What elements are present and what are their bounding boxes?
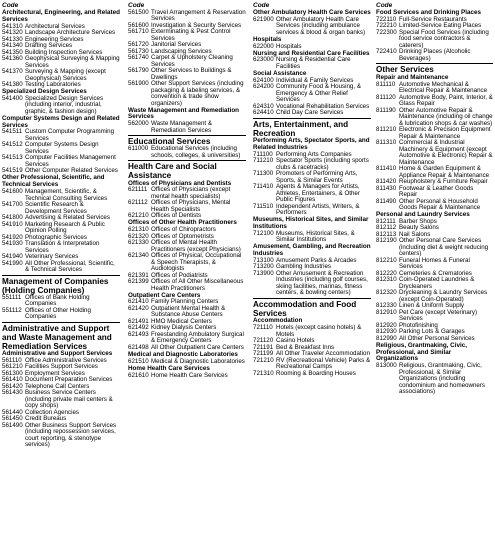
industry-name: Engineering Services (25, 35, 84, 43)
industry-name: All Other Personal Services (399, 334, 475, 342)
naics-code: 624200 (253, 83, 274, 91)
naics-code: 721310 (253, 369, 274, 377)
subsector-heading: Specialized Design Services (2, 88, 87, 96)
subsector-heading: Nursing and Residential Care Facilities (253, 49, 370, 57)
naics-code: 812220 (376, 269, 397, 277)
industry-name: Linen & Uniform Supply (399, 302, 465, 310)
industry-name: Spectator Sports (including sports clubs & racetracks) (276, 157, 369, 171)
industry-name: Casino Hotels (276, 337, 315, 345)
naics-code: 541512 (2, 141, 23, 149)
naics-code: 721120 (253, 337, 274, 345)
industry-name: Footwear & Leather Goods Repair (399, 184, 474, 199)
industry-name: Offices of Bank Holding Companies (25, 293, 90, 308)
sector-heading: Accommodation and Food Services (253, 298, 371, 318)
subsector-heading: Waste Management and Remediation Services (128, 106, 240, 121)
code-entry (376, 363, 493, 396)
naics-code: 713100 (253, 256, 274, 264)
code-entry (2, 308, 120, 321)
industry-name: Computer Facilities Management Services (25, 154, 116, 168)
code-entry (376, 140, 493, 166)
industry-name: Translation & Interpretation Services (25, 240, 100, 254)
naics-code: 711510 (253, 202, 274, 210)
code-entry (253, 371, 371, 378)
naics-code: 811110 (376, 80, 396, 88)
subsector-heading: Food Services and Drinking Places (376, 9, 481, 16)
industry-name: Commercial & Industrial Machinery & Equipment (except Automotive & Electronic) Repair & Maintenance (399, 139, 493, 166)
naics-code: 541600 (2, 188, 23, 196)
naics-code: 561110 (2, 356, 22, 364)
industry-name: Home & Garden Equipment & Appliance Repair & Maintenance (399, 165, 490, 179)
naics-code: 811120 (376, 93, 396, 101)
naics-code: 811490 (376, 197, 397, 205)
naics-code: 621210 (128, 212, 149, 220)
code-entry (376, 108, 493, 128)
naics-code: 611000 (128, 145, 149, 153)
naics-code: 561420 (2, 382, 23, 390)
industry-name: RV (Recreational Vehicle) Parks & Recreational Camps (276, 356, 371, 371)
column-3 (253, 2, 371, 539)
naics-code: 621492 (128, 324, 149, 332)
naics-code: 711210 (253, 157, 274, 165)
code-entry (2, 222, 120, 235)
subsector-heading: Other Professional, Scientific, and Technical Services (2, 174, 105, 189)
industry-name: Landscape Architecture Services (25, 29, 116, 37)
subsector-heading: Other Ambulatory Health Care Services (253, 9, 371, 16)
industry-name: Gambling Industries (276, 263, 332, 271)
industry-name: Collection Agencies (25, 408, 80, 416)
column-4 (376, 2, 493, 539)
industry-name: Reupholstery & Furniture Repair (399, 178, 488, 186)
code-entry (2, 390, 120, 410)
naics-code: 541519 (2, 167, 23, 175)
naics-code: 713200 (253, 263, 274, 271)
industry-name: Employment Services (25, 369, 85, 377)
naics-code: 812113 (376, 230, 397, 238)
industry-name: Home Health Care Services (151, 371, 228, 379)
naics-code: 621491 (128, 317, 149, 325)
subsector-heading: Social Assistance (253, 69, 307, 77)
industry-name: Computer Systems Design Services (25, 141, 99, 155)
naics-code: 561450 (2, 415, 23, 423)
industry-name: All Other Outpatient Care Centers (151, 343, 244, 351)
industry-name: Offices of Chiropractors (151, 226, 216, 234)
naics-code: 561740 (128, 54, 149, 61)
naics-code: 541380 (2, 81, 23, 89)
industry-name: Hotels (except casino hotels) & Motels (276, 324, 362, 338)
naics-code: 622000 (253, 42, 274, 50)
naics-code: 812920 (376, 321, 397, 329)
naics-code: 541700 (2, 201, 23, 209)
code-entry (253, 84, 371, 104)
code-entry (253, 204, 371, 217)
industry-name: Testing Laboratories (25, 81, 81, 89)
naics-code: 811420 (376, 178, 397, 186)
code-entry (376, 186, 493, 199)
naics-code: 812330 (376, 302, 397, 310)
column-1 (2, 2, 120, 539)
naics-code: 541310 (2, 22, 23, 30)
subsector-heading: Amusement, Gambling, and Recreation Industries (253, 243, 371, 258)
naics-code: 541920 (2, 233, 23, 241)
naics-code: 541340 (2, 42, 23, 50)
naics-code: 812111 (376, 217, 396, 225)
industry-name: Religious, Grantmaking, Civic, Professional, & Similar Organizations (including condominium and homeowners associations) (399, 362, 485, 396)
industry-name: Offices of Optometrists (151, 232, 214, 240)
naics-code: 712100 (253, 229, 274, 237)
code-entry (376, 199, 493, 212)
naics-code: 812310 (376, 276, 397, 284)
sector-heading: Management of Companies (Holding Companies) (2, 275, 120, 295)
naics-code: 541990 (2, 259, 23, 267)
industry-name: Management, Scientific, & Technical Consulting Services (25, 188, 108, 202)
naics-code: 811210 (376, 126, 397, 134)
code-entry (253, 57, 371, 70)
industry-name: Family Planning Centers (151, 298, 219, 306)
code-entry (128, 10, 246, 23)
industry-name: Custom Computer Programming Services (25, 128, 115, 142)
naics-code: 541940 (2, 253, 23, 261)
naics-code: 561300 (2, 369, 23, 377)
industry-name: Advertising & Related Services (25, 214, 110, 222)
sector-heading: Other Services (376, 63, 493, 74)
industry-name: Agents & Managers for Artists, Athletes, Entertainers, & Other Public Figures (276, 183, 360, 204)
industry-name: Promoters of Performing Arts, Sports, & Similar Events (276, 170, 358, 184)
subsector-heading: Medical and Diagnostic Laboratories (128, 350, 238, 358)
subsector-heading: Computer Systems Design and Related Services (2, 114, 120, 129)
industry-name: Offices of Podiatrists (151, 271, 208, 279)
subsector-heading: Home Health Care Services (128, 364, 210, 372)
sector-heading: Educational Services (128, 135, 246, 146)
industry-name: Carpet & Upholstery Cleaning Services (151, 54, 233, 68)
naics-code: 624100 (253, 76, 274, 84)
industry-name: Telephone Call Centers (25, 382, 90, 390)
code-entry (253, 231, 371, 244)
naics-code: 541350 (2, 48, 23, 56)
code-entry (376, 258, 493, 271)
naics-code: 621510 (128, 357, 149, 365)
subsector-heading: Outpatient Care Centers (128, 291, 201, 299)
subsector-heading: Repair and Maintenance (376, 73, 449, 81)
industry-name: Other Automotive Repair & Maintenance (including oil change & lubrication shops & car washes) (399, 106, 493, 127)
naics-code: 561600 (128, 21, 149, 29)
industry-name: Other Ambulatory Health Care Services (including ambulance services & blood & organ banks) (276, 15, 366, 36)
naics-code: 721191 (253, 343, 274, 351)
naics-code: 621498 (128, 343, 149, 351)
industry-name: Funeral Homes & Funeral Services (399, 256, 470, 271)
industry-name: Full-Service Restaurants (399, 15, 467, 23)
industry-name: Special Food Services (including food service contractors & caterers) (399, 28, 489, 49)
naics-code: 562000 (128, 120, 149, 128)
industry-name: Other Support Services (including packaging & labeling services, & convention & trade show organizers) (151, 80, 244, 107)
industry-name: Offices of Other Holding Companies (25, 306, 91, 321)
subsector-heading: Hospitals (253, 35, 282, 43)
naics-code: 561490 (2, 421, 23, 429)
naics-code: 812210 (376, 256, 397, 264)
naics-code: 721110 (253, 324, 273, 332)
industry-name: Parking Lots & Garages (399, 328, 465, 336)
naics-code: 541400 (2, 94, 23, 102)
industry-name: Pet Care (except Veterinary) Services (399, 308, 478, 323)
subsector-heading: Offices of Other Health Practitioners (128, 219, 237, 227)
industry-name: Specialized Design Services (including interior, industrial, graphic, & fashion design) (25, 94, 104, 115)
naics-code: 624410 (253, 109, 274, 117)
naics-code: 812990 (376, 334, 397, 342)
industry-name: Museums, Historical Sites, & Similar Institutions (276, 229, 355, 244)
industry-name: Photofinishing (399, 321, 438, 329)
naics-code: 722410 (376, 48, 397, 56)
sector-heading: Arts, Entertainment, and Recreation (253, 118, 371, 138)
naics-code: 621610 (128, 371, 149, 379)
industry-name: Limited-Service Eating Places (399, 22, 482, 30)
naics-code: 812910 (376, 308, 397, 316)
industry-name: Nursing & Residential Care Facilities (276, 56, 351, 70)
subsector-heading: Architectural, Engineering, and Related Services (2, 9, 120, 23)
industry-name: Scientific Research & Development Services (25, 201, 87, 215)
subsector-heading: Performing Arts, Spectator Sports, and Related Industries (253, 137, 370, 151)
industry-name: Architectural Services (25, 22, 85, 30)
naics-code: 811430 (376, 184, 397, 192)
industry-name: Other Personal & Household Goods Repair & Maintenance (399, 197, 481, 212)
naics-code: 621320 (128, 232, 149, 240)
code-entry (253, 17, 371, 37)
industry-name: Document Preparation Services (25, 376, 113, 384)
naics-code: 721199 (253, 350, 274, 358)
industry-name: Drinking Places (Alcoholic Beverages) (399, 48, 471, 62)
code-column-header: Code (128, 2, 145, 9)
industry-name: Vocational Rehabilitation Services (276, 102, 370, 110)
industry-name: Community Food & Housing, & Emergency & Other Relief Services (276, 83, 361, 104)
industry-name: Offices of Dentists (151, 212, 202, 220)
naics-code: 561710 (128, 28, 149, 35)
industry-name: Rooming & Boarding Houses (276, 369, 356, 377)
industry-name: Freestanding Ambulatory Surgical & Emergency Centers (151, 330, 244, 345)
industry-name: Independent Artists, Writers, & Performers (276, 202, 360, 217)
industry-name: Child Day Care Services (276, 109, 344, 117)
industry-name: Barber Shops (399, 217, 437, 225)
industry-name: Investigation & Security Services (151, 21, 242, 29)
industry-name: Building Inspection Services (25, 48, 103, 56)
code-entry (376, 95, 493, 108)
naics-code: 621900 (253, 15, 274, 23)
industry-name: Offices of Physicians, Mental Health Specialists (151, 199, 231, 213)
industry-name: Janitorial Services (151, 41, 202, 48)
naics-code: 711410 (253, 183, 274, 191)
code-entry (128, 81, 246, 107)
code-entry (128, 121, 246, 134)
sector-heading: Administrative and Support and Waste Management and Remediation Services (2, 322, 120, 351)
naics-code: 541370 (2, 68, 23, 76)
industry-name: Other Business Support Services (including repossession services, court reporting, & stenotype services) (25, 421, 117, 449)
naics-code: 811310 (376, 139, 397, 147)
industry-name: Other Amusement & Recreation Industries (including golf courses, skiing facilities, marinas, fitness centers, & bowling centers) (276, 269, 368, 297)
industry-name: Geophysical Surveying & Mapping Services (25, 55, 120, 69)
naics-code: 711100 (253, 150, 273, 158)
subsector-heading: Accommodation (253, 317, 303, 325)
code-column-header: Code (376, 2, 393, 9)
code-entry (376, 49, 493, 62)
code-entry (2, 295, 120, 308)
industry-name: Educational Services (including schools, colleges, & universities) (151, 145, 241, 159)
code-entry (253, 110, 371, 117)
subsector-heading: Offices of Physicians and Dentists (128, 179, 232, 187)
code-column-header: Code (253, 2, 270, 9)
naics-code: 561440 (2, 408, 23, 416)
naics-code: 551111 (2, 293, 22, 301)
industry-name: Individual & Family Services (276, 76, 354, 84)
naics-code: 621111 (128, 186, 148, 194)
code-entry (2, 261, 120, 274)
industry-name: Landscaping Services (151, 47, 212, 55)
naics-code: 541511 (2, 128, 23, 136)
code-entry (253, 271, 371, 297)
industry-name: All Other Traveler Accommodation (276, 350, 370, 358)
sector-heading: Health Care and Social Assistance (128, 160, 246, 180)
industry-name: Hospitals (276, 42, 302, 50)
industry-name: Outpatient Mental Health & Substance Abuse Centers (151, 304, 226, 319)
industry-name: Nail Salons (399, 230, 431, 238)
industry-name: Photographic Services (25, 233, 87, 241)
naics-code: 811410 (376, 165, 397, 173)
naics-code: 623000 (253, 56, 274, 64)
code-entry (128, 279, 246, 292)
industry-name: Other Personal Care Services (including diet & weight reducing centers) (399, 237, 489, 258)
industry-name: Automotive Mechanical & Electrical Repair & Maintenance (399, 80, 488, 95)
naics-code: 713900 (253, 269, 274, 277)
naics-code: 621310 (128, 226, 149, 234)
industry-name: Bed & Breakfast Inns (276, 343, 335, 351)
naics-code: 541930 (2, 240, 23, 248)
industry-name: Drycleaning & Laundry Services (except Coin-Operated) (399, 289, 488, 303)
industry-name: Offices of Physical, Occupational & Speech Therapists, & Audiologists (151, 252, 242, 273)
subsector-heading: Personal and Laundry Services (376, 211, 470, 219)
naics-code: 561900 (128, 80, 149, 87)
industry-name: Medical & Diagnostic Laboratories (151, 357, 245, 365)
column-2 (128, 2, 246, 539)
industry-name: Offices of Physicians (except mental health specialists) (151, 186, 231, 200)
naics-code: 811190 (376, 106, 396, 114)
code-entry (376, 82, 493, 95)
naics-code: 561410 (2, 376, 23, 384)
naics-code: 541800 (2, 214, 23, 222)
naics-code: 722300 (376, 28, 397, 36)
naics-code: 721210 (253, 356, 274, 364)
industry-name: Travel Arrangement & Reservation Services (151, 8, 246, 22)
naics-code: 812190 (376, 237, 397, 245)
naics-code: 812320 (376, 289, 397, 297)
naics-code: 561430 (2, 389, 23, 397)
code-entry (128, 373, 246, 380)
industry-name: Coin-Operated Laundries & Drycleaners (399, 276, 475, 290)
naics-code: 621410 (128, 298, 149, 306)
subsector-heading: Religious, Grantmaking, Civic, Professional, and Similar Organizations (376, 341, 467, 363)
industry-name: Waste Management & Remediation Services (151, 120, 212, 134)
code-entry (253, 358, 371, 371)
code-column-header: Code (2, 2, 19, 9)
naics-code: 561500 (128, 8, 149, 16)
naics-code: 541513 (2, 154, 23, 162)
industry-name: Business Service Centers (including private mail centers & copy shops) (25, 389, 113, 410)
naics-code: 541330 (2, 35, 23, 43)
naics-code: 722110 (376, 15, 397, 23)
industry-name: Veterinary Services (25, 253, 79, 261)
naics-code: 621420 (128, 304, 149, 312)
subsector-heading: Administrative and Support Services (2, 350, 113, 358)
industry-name: Other Computer Related Services (25, 167, 118, 175)
industry-name: Office Administrative Services (25, 356, 107, 364)
industry-name: HMO Medical Centers (151, 317, 212, 325)
industry-name: All Other Professional, Scientific, & Technical Services (25, 259, 115, 274)
industry-name: Offices of Mental Health Practitioners (except Physicians) (151, 239, 241, 253)
naics-code: 541360 (2, 55, 23, 63)
naics-code: 551112 (2, 306, 22, 314)
naics-code: 621340 (128, 252, 149, 260)
naics-code: 561730 (128, 47, 149, 55)
naics-code: 621391 (128, 271, 149, 279)
industry-name: Amusement Parks & Arcades (276, 256, 357, 264)
code-entry (253, 184, 371, 204)
industry-name: Facilities Support Services (25, 363, 98, 371)
industry-name: Electronic & Precision Equipment Repair & Maintenance (399, 126, 491, 140)
code-entry (128, 253, 246, 273)
code-entry (128, 146, 246, 159)
naics-code: 711300 (253, 170, 274, 178)
code-entry (376, 310, 493, 323)
industry-name: Other Services to Buildings & Dwellings (151, 67, 232, 81)
naics-code: 624310 (253, 102, 274, 110)
industry-name: Kidney Dialysis Centers (151, 324, 217, 332)
code-entry (376, 238, 493, 258)
subsector-heading: Museums, Historical Sites, and Similar Institutions (253, 216, 369, 231)
naics-code: 621493 (128, 330, 149, 338)
naics-code: 722210 (376, 22, 397, 30)
naics-code: 812112 (376, 224, 397, 232)
code-entry (2, 423, 120, 449)
industry-name: Beauty Salons (399, 224, 439, 232)
industry-name: Credit Bureaus (25, 415, 67, 423)
industry-name: Exterminating & Pest Control Services (151, 28, 231, 42)
industry-name: Marketing Research & Public Opinion Polling (25, 220, 105, 235)
naics-code: 813000 (376, 362, 397, 370)
code-entry (2, 96, 120, 116)
naics-code: 621112 (128, 199, 148, 207)
naics-code: 541910 (2, 220, 23, 228)
industry-name: Offices of All Other Miscellaneous Health Practitioners (151, 278, 244, 292)
industry-name: Cemeteries & Crematories (399, 269, 472, 277)
industry-name: Drafting Services (25, 42, 73, 50)
naics-code: 621330 (128, 239, 149, 247)
naics-code: 561210 (2, 363, 23, 371)
naics-code: 561790 (128, 67, 149, 74)
industry-name: Surveying & Mapping (except Geophysical) Services (25, 68, 106, 82)
naics-code: 541320 (2, 29, 23, 37)
naics-code: 621399 (128, 278, 149, 286)
code-entry (376, 30, 493, 50)
industry-name: Performing Arts Companies (276, 150, 352, 158)
naics-code: 561720 (128, 41, 149, 48)
industry-name: Automotive Body, Paint, Interior, & Glass Repair (399, 93, 493, 108)
naics-code: 812930 (376, 328, 397, 336)
